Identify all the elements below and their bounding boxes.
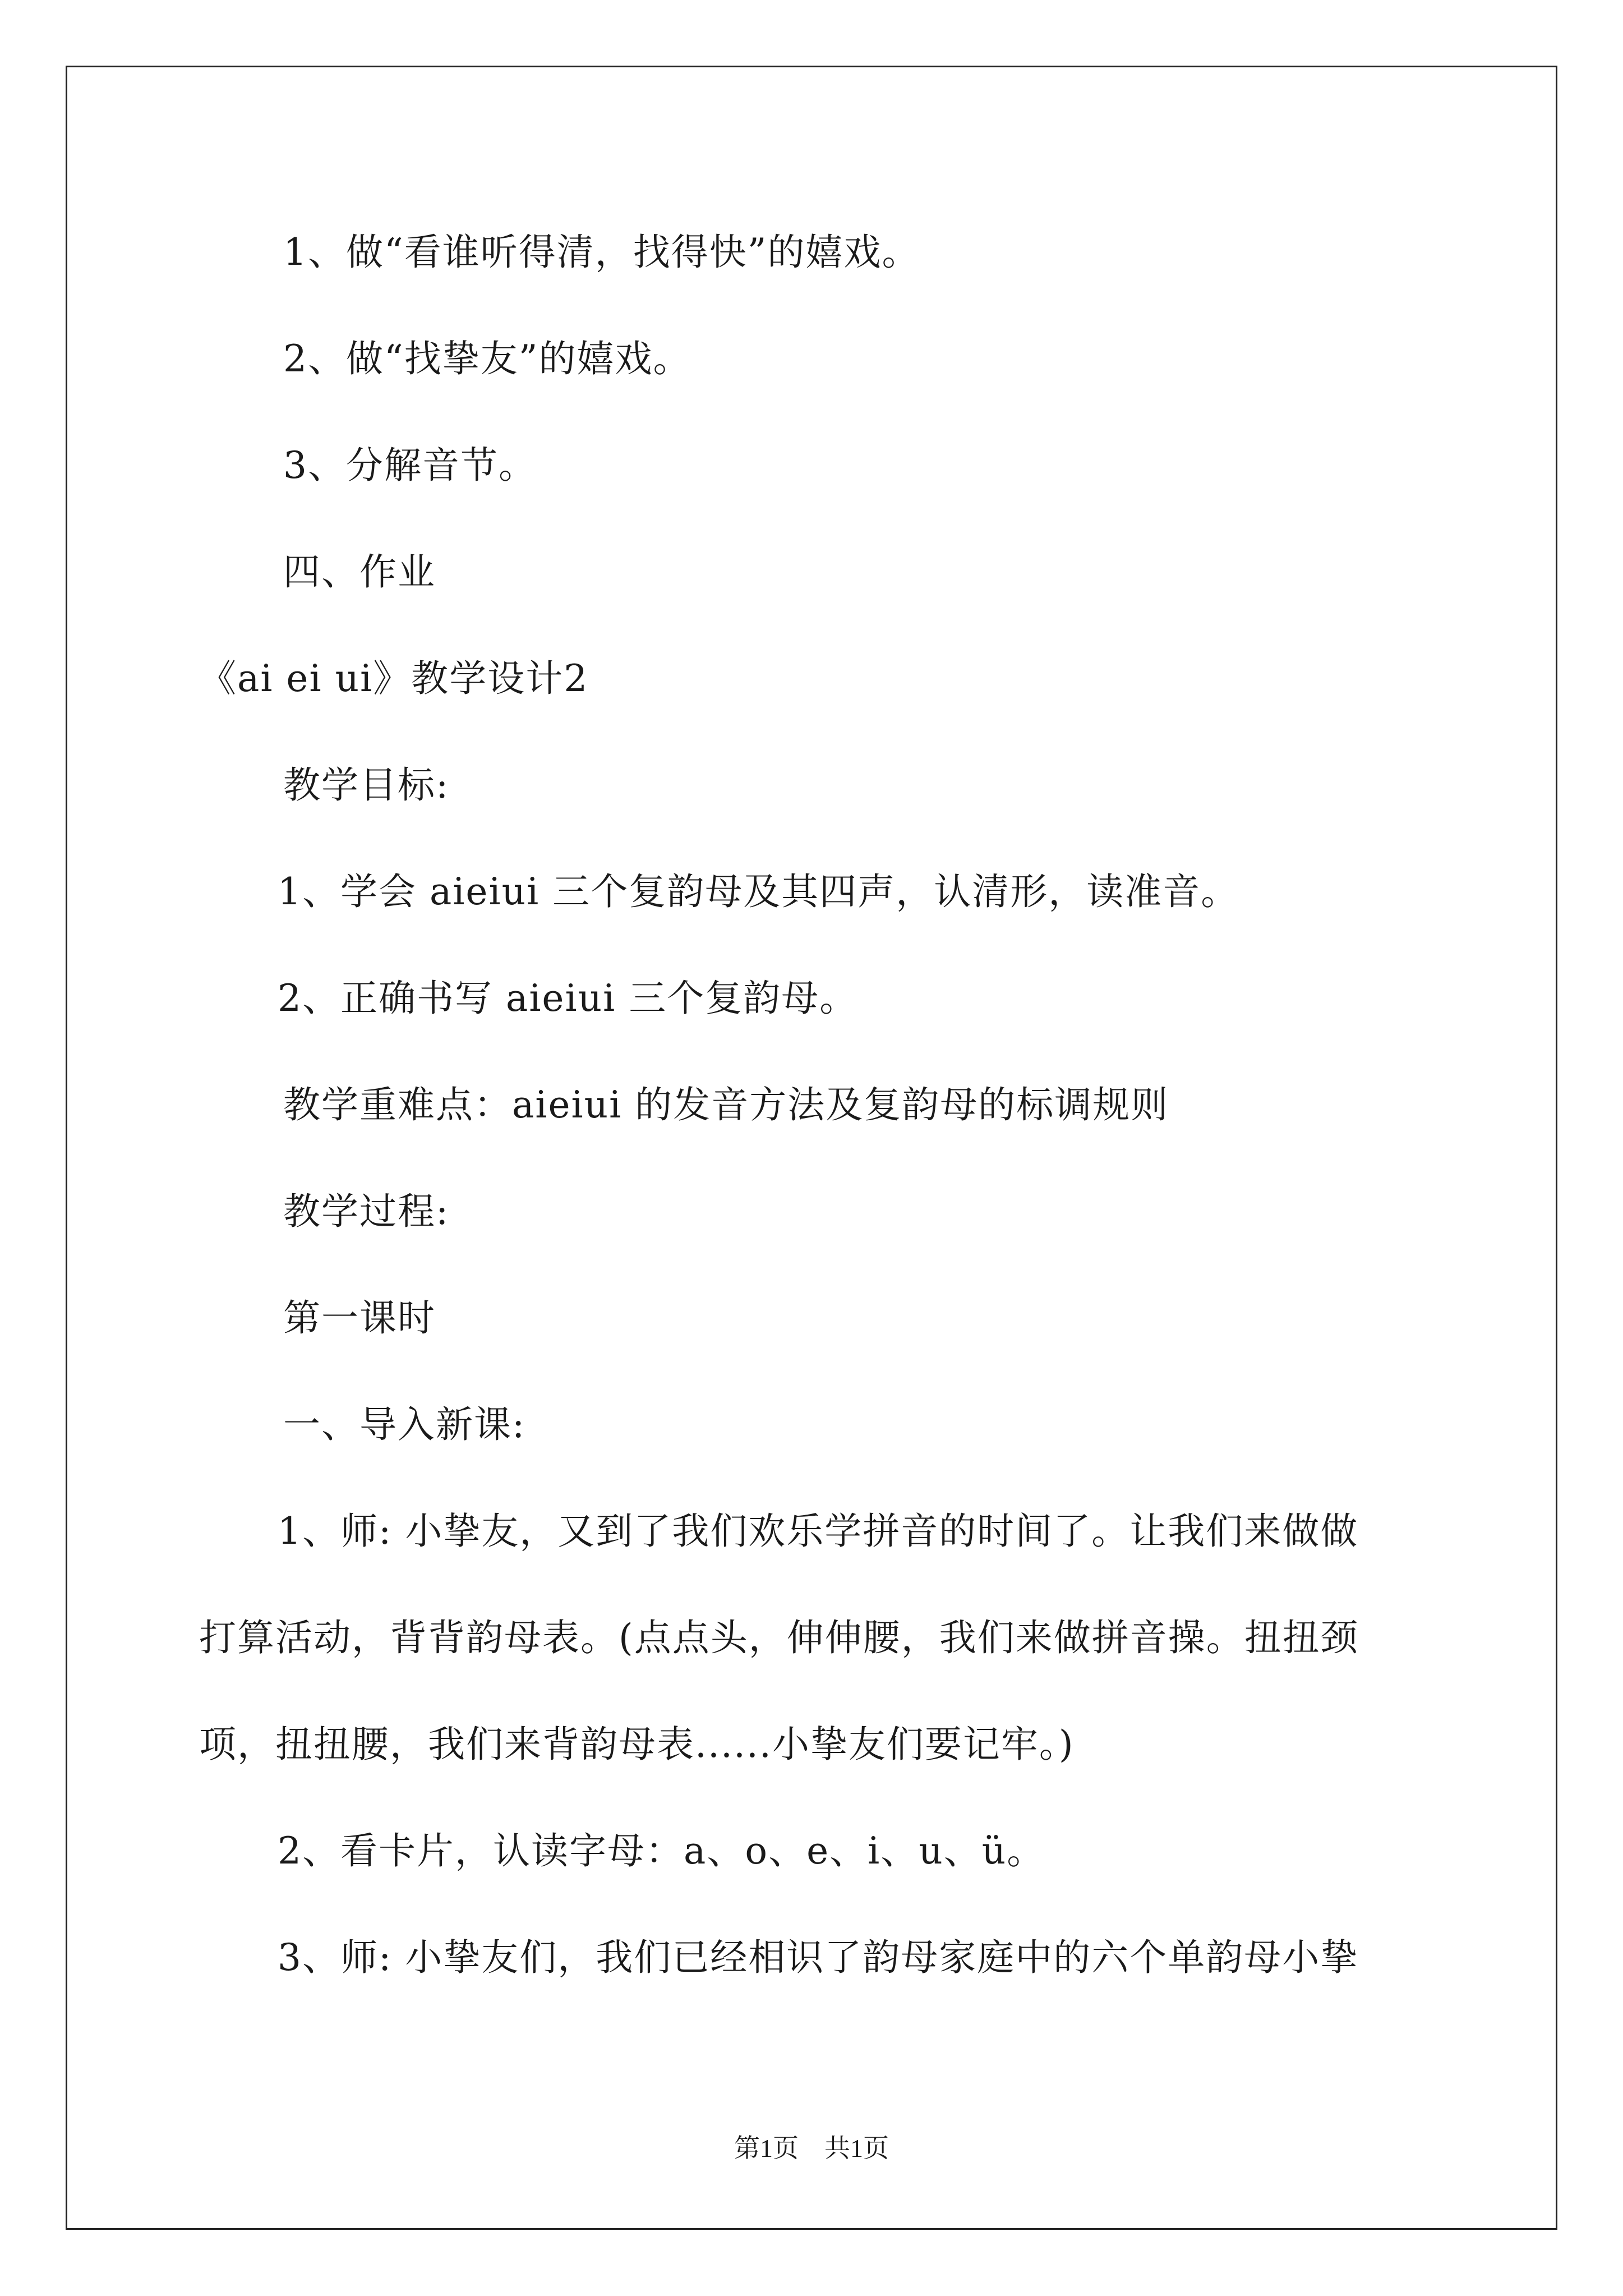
page-border	[66, 66, 1557, 2230]
paragraph-line-1: 1、师: 小挚友，又到了我们欢乐学拼音的时间了。让我们来做做	[278, 1510, 1359, 1553]
list-item-game-2: 2、做“找挚友”的嬉戏。	[283, 337, 691, 380]
section-homework: 四、作业	[283, 550, 436, 593]
key-points: 教学重难点：aieiui 的发音方法及复韵母的标调规则	[283, 1083, 1169, 1126]
paragraph-line-3: 项，扭扭腰，我们来背韵母表......小挚友们要记牢。)	[199, 1723, 1075, 1766]
objective-1: 1、学会 aieiui 三个复韵母及其四声，认清形，读准音。	[278, 870, 1239, 913]
paragraph-line-2: 打算活动，背背韵母表。(点点头，伸伸腰，我们来做拼音操。扭扭颈	[199, 1616, 1359, 1659]
list-item-game-1: 1、做“看谁听得清，找得快”的嬉戏。	[283, 231, 920, 274]
lesson-heading: 第一课时	[283, 1296, 436, 1340]
paragraph-teacher: 3、师: 小挚友们，我们已经相识了韵母家庭中的六个单韵母小挚	[278, 1936, 1359, 1979]
objective-2: 2、正确书写 aieiui 三个复韵母。	[278, 977, 858, 1020]
document-title: 《ai ei ui》教学设计2	[199, 657, 589, 700]
section-intro: 一、导入新课:	[283, 1403, 526, 1446]
paragraph-cards: 2、看卡片，认读字母：a、o、e、i、u、ü。	[278, 1829, 1045, 1872]
page-footer: 第1页 共1页	[734, 2134, 889, 2162]
process-heading: 教学过程:	[283, 1190, 450, 1233]
objectives-heading: 教学目标:	[283, 763, 450, 807]
list-item-syllables: 3、分解音节。	[283, 444, 537, 487]
